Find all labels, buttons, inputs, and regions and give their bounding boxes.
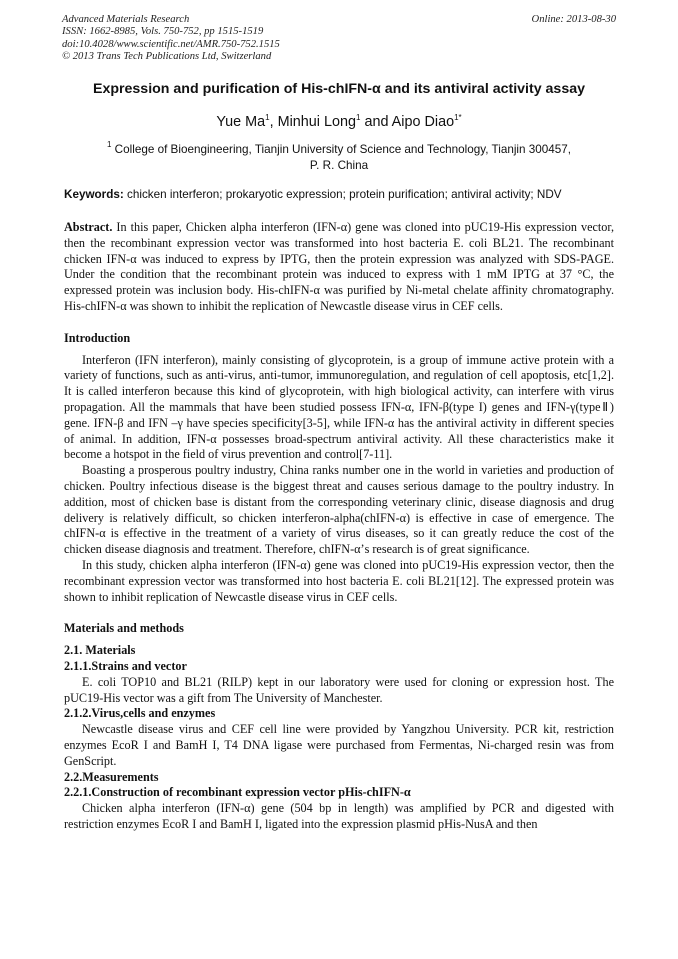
keywords-text: chicken interferon; prokaryotic expression; protein purification; antiviral activity; NDV [123,188,562,201]
subsection-heading-2-1-1: 2.1.1.Strains and vector [64,658,187,673]
virus-paragraph: Newcastle disease virus and CEF cell line were provided by Yangzhou University. PCR kit, restriction enzymes EcoR I and BamH I, T4 DNA ligase were purchased from Fermentas, Ni-charged resin was from GenScript. [64,722,614,768]
section-heading-introduction: Introduction [64,330,131,345]
abstract [64,220,614,315]
abstract-label: Abstract. [64,220,113,234]
subsection-heading-2-2: 2.2.Measurements [64,769,159,784]
affiliation-line-1: College of Bioengineering, Tianjin University of Science and Technology, Tianjin 300457, [111,143,572,156]
keywords-label: Keywords: [64,188,124,201]
intro-paragraph-2: Boasting a prosperous poultry industry, China ranks number one in the world in varieties and production of chicken. Poultry infectious disease is the biggest threat and causes serious damage to the poultry industry. In addition, most of chicken base is distant from the corresponding veterinary clinic, disease diagnosis and drug delivery is relatively difficult, so chicken interferon-alpha(chIFN-α) is effective in case of emergence. The chIFN-α is effective in the treatment of a variety of virus diseases, so it can greatly reduce the cost of the chicken disease diagnosis and treatment. Therefore, chIFN-α’s research is of great significance. [64,463,614,557]
online-date: Online: 2013-08-30 [531,14,616,25]
issn-line: ISSN: 1662-8985, Vols. 750-752, pp 1515-1519 [62,26,264,38]
intro-paragraph-1: Interferon (IFN interferon), mainly consisting of glycoprotein, is a group of immune active protein with a variety of functions, such as anti-virus, anti-tumor, immunoregulation, and regulation of cell apoptosis, etc[1,2]. It is called interferon because this kind of glycoprotein, with high biological activity, can interfere with virus propagation. All the mammals that have been studied possess IFN-α, IFN-β(type I) genes and IFN-γ(typeⅡ) gene. IFN-β and IFN –γ have species specificity[3-5], while IFN-α has the antiviral activity in different species of animal. In addition, IFN-α possesses broad-spectrum antiviral activity. All these characteristics make it become a hotspot in the field of virus prevention and control[7-11]. [64,352,614,462]
construction-paragraph: Chicken alpha interferon (IFN-α) gene (504 bp in length) was amplified by PCR and digested with restriction enzymes EcoR I and BamH I, ligated into the expression plasmid pHis-NusA and then [64,801,614,831]
journal-header [62,14,616,64]
author-list [40,113,638,130]
affiliation-mark: 1 [106,140,112,149]
subsection-heading-2-2-1: 2.2.1.Construction of recombinant expression vector pHis-chIFN-α [64,785,411,800]
strains-paragraph: E. coli TOP10 and BL21 (RILP) kept in our laboratory were used for cloning or expression host. The pUC19-His vector was a gift from The University of Manchester. [64,674,614,705]
keywords [64,188,616,201]
abstract-text: In this paper, Chicken alpha interferon (IFN-α) gene was cloned into pUC19-His expression vector, then the recombinant expression vector was transformed into host bacteria E. coli BL21. The recombinant chicken IFN-α was induced to express by IPTG, then the protein expression was analyzed with SDS-PAGE. Under the condition that the recombinant protein was induced to express with 1 mM IPTG at 37 °C, the expressed protein was inclusion body. His-chIFN-α was purified by Ni-metal chelate affinity chromatography. His-chIFN-α was shown to inhibit the replication of Newcastle disease virus in CEF cells. [64,220,614,313]
intro-paragraph-3: In this study, chicken alpha interferon (IFN-α) gene was cloned into pUC19-His expression vector, then the recombinant expression vector was transformed into host bacteria E. coli BL21[12]. The expressed protein was shown to inhibit replication of Newcastle disease virus in CEF cells. [64,557,614,604]
author-name: Yue Ma [216,114,266,130]
section-heading-methods: Materials and methods [64,621,184,636]
affiliation-line-2: P. R. China [309,159,369,172]
author-affiliation-mark: 1* [454,113,462,122]
author-name: and Aipo Diao [360,114,455,130]
affiliation [62,137,616,174]
subsection-heading-2-1-2: 2.1.2.Virus,cells and enzymes [64,706,216,721]
author-affiliation-mark: 1 [356,113,361,122]
journal-name: Advanced Materials Research [62,14,190,25]
subsection-heading-2-1: 2.1. Materials [64,643,136,658]
author-name: , Minhui Long [269,114,357,130]
doi-line: doi:10.4028/www.scientific.net/AMR.750-752.1515 [62,38,280,50]
paper-title: Expression and purification of His-chIFN-α and its antiviral activity assay [92,81,585,97]
author-affiliation-mark: 1 [265,113,270,122]
paper-body [64,220,614,833]
copyright-line: © 2013 Trans Tech Publications Ltd, Switzerland [62,51,272,63]
